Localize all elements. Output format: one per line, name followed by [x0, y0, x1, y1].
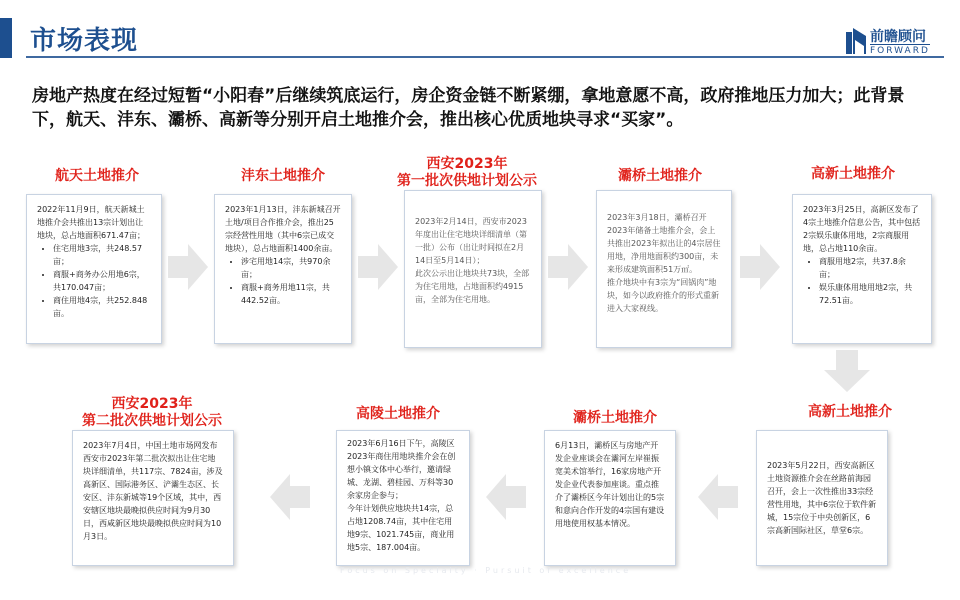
arrow-right-icon	[548, 244, 588, 290]
step-card-xian-batch2	[72, 430, 234, 566]
card-bullet: • 商住用地4宗，共252.848亩。	[53, 294, 151, 320]
card-intro: 2023年6月16日下午，高陵区2023年商住用地块推介会在创想小镇文体中心举行，邀请绿城、龙湖、碧桂园、万科等30余家房企参与；	[347, 439, 456, 500]
arrow-right-icon	[168, 244, 208, 290]
headline-summary: 房地产热度在经过短暂“小阳春”后继续筑底运行，房企资金链不断紧绷，拿地意愿不高，政府推地压力加大；此背景下，航天、沣东、灞桥、高新等分别开启土地推介会，推出核心优质地块寻求“买家”。	[32, 86, 905, 130]
card-bullet: • 娱乐康体用地用地2宗，共72.51亩。	[819, 281, 921, 307]
logo-cn-text: 前瞻顾问	[870, 29, 926, 45]
arrow-down-icon	[824, 350, 870, 392]
card-intro: 2023年3月25日，高新区发布了4宗土地推介信息公告，其中包括2宗娱乐康体用地，2宗商服用地，总占地110余亩。	[803, 205, 921, 253]
card-bullet: • 商服+商务办公用地6宗，共170.047亩；	[53, 268, 151, 294]
page-title: 市场表现	[30, 26, 139, 56]
card-intro: 2023年3月18日，灞桥召开2023年储备土地推介会，会上共推出2023年拟出让的4宗居住用地，净用地面积约300亩，未来形成建筑面积51万㎡。	[607, 213, 721, 274]
arrow-right-icon	[358, 244, 398, 290]
footer-watermark: Focus on Specialty · Pursuit of excellence	[340, 566, 632, 575]
forward-logo	[846, 24, 946, 58]
step-title-baqiao-1: 灞桥土地推介	[618, 168, 702, 184]
step-title-xian-batch2-line2: 第二批次供地计划公示	[82, 413, 222, 429]
card-bullet: • 住宅用地3宗，共248.57亩；	[53, 242, 151, 268]
arrow-left-icon	[486, 474, 526, 520]
step-title-xian-batch1	[392, 156, 542, 190]
card-intro: 2023年2月14日，西安市2023年度出让住宅地块详细清单（第一批）公布（出让时间拟在2月14日至5月14日）；	[415, 217, 527, 265]
card-extra: 推介地块中有3宗为“回锅肉”地块，如今以政府推介的形式重新进入大家视线。	[607, 278, 719, 313]
title-accent-bar	[0, 18, 12, 58]
step-title-gaoxin-2: 高新土地推介	[808, 404, 892, 420]
card-intro: 2023年7月4日，中国土地市场网发布西安市2023年第二批次拟出让住宅地块详细清单，共117宗、7824亩，涉及高新区、国际港务区、浐灞生态区、长安区、沣东新城等19个区域，其中，西安辖区地块最晚拟供应时间为9月30日，西咸新区地块最晚拟供应时间为10月3日。	[83, 441, 223, 541]
title-divider	[26, 56, 944, 58]
card-extra: 此次公示出让地块共73块，全部为住宅用地，占地面积约4915亩，全部为住宅用地。	[415, 269, 530, 304]
card-intro: 2022年11月9日，航天新城土地推介会共推出13宗计划出让地块，总占地面积671.47亩；	[37, 205, 145, 240]
step-title-xian-batch2	[62, 396, 242, 430]
card-bullet: • 商服+商务用地11宗，共442.52亩。	[241, 281, 341, 307]
step-card-hangtian	[26, 194, 162, 344]
arrow-left-icon	[270, 474, 310, 520]
step-title-xian-batch2-line1: 西安2023年	[111, 396, 193, 412]
card-intro: 2023年5月22日，西安高新区土地资源推介会在丝路前海园召开，会上一次性推出33宗经营性用地，其中6宗位于软件新城，15宗位于中央创新区，6宗高新国际社区，草堂6宗。	[767, 461, 877, 535]
step-title-gaoxin-1: 高新土地推介	[811, 166, 895, 182]
step-card-fengdong	[214, 194, 352, 344]
forward-logo-icon	[846, 26, 866, 54]
arrow-left-icon	[698, 474, 738, 520]
step-title-fengdong: 沣东土地推介	[241, 168, 325, 184]
step-card-xian-batch1	[404, 190, 542, 348]
step-title-xian-batch1-line1: 西安2023年	[426, 156, 508, 172]
step-title-gaoling: 高陵土地推介	[356, 406, 440, 422]
step-card-gaoxin-1	[792, 194, 932, 344]
step-title-hangtian: 航天土地推介	[55, 168, 139, 184]
card-intro: 2023年1月13日，沣东新城召开土地/项目合作推介会，推出25宗经营性用地（其中6宗已成交地块），总占地面积1400余亩。	[225, 205, 341, 253]
step-card-gaoling	[336, 430, 470, 566]
step-title-baqiao-2: 灞桥土地推介	[573, 410, 657, 426]
card-extra: 今年计划供应地块共14宗，总占地1208.74亩，其中住宅用地9宗、1021.745亩，商业用地5宗、187.004亩。	[347, 504, 455, 552]
logo-en-text: FORWARD	[870, 46, 930, 56]
step-title-xian-batch1-line2: 第一批次供地计划公示	[397, 173, 537, 189]
arrow-right-icon	[740, 244, 780, 290]
card-bullet: • 商服用地2宗，共37.8余亩；	[819, 255, 921, 281]
card-bullet: • 涉宅用地14宗，共970余亩；	[241, 255, 341, 281]
step-card-gaoxin-2	[756, 430, 888, 566]
card-intro: 6月13日，灞桥区与房地产开发企业座谈会在灞河左岸崔振宽美术馆举行，16家房地产开发企业代表参加座谈。重点推介了灞桥区今年计划出让的5宗和意向合作开发的4宗国有建设用地使用权基本情况。	[555, 441, 665, 528]
step-card-baqiao-2	[544, 430, 676, 566]
step-card-baqiao-1	[596, 190, 732, 348]
